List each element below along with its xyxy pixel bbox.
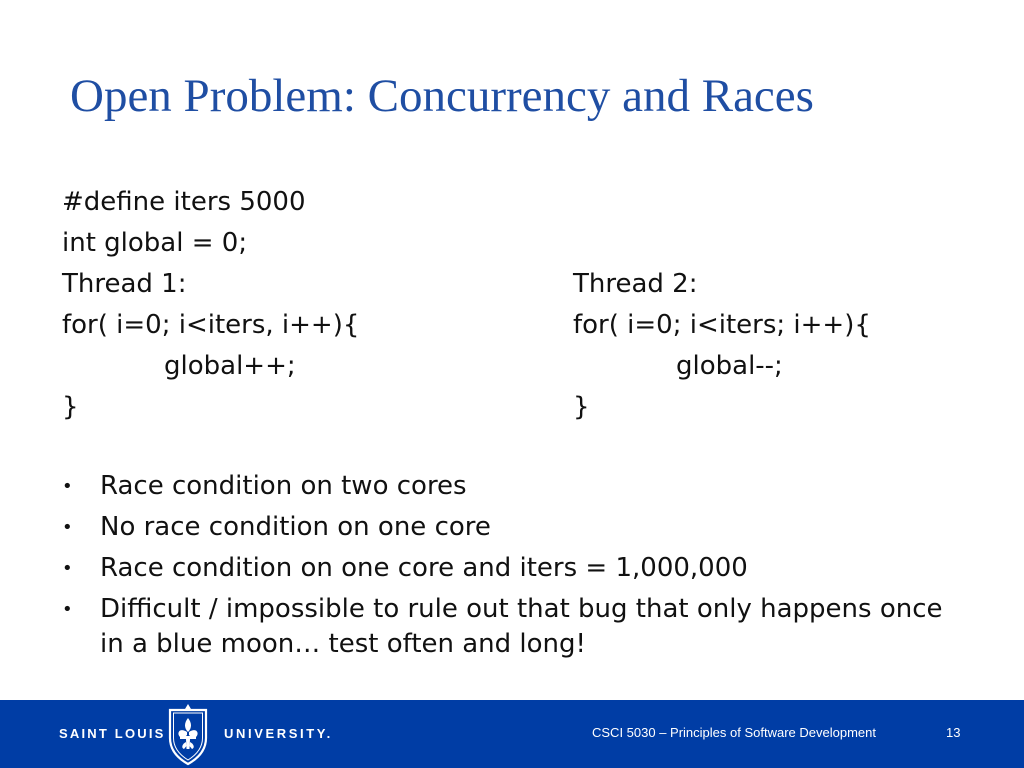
- list-item: [62, 469, 962, 504]
- code-block: [62, 182, 962, 428]
- bullet-icon: •: [62, 517, 73, 538]
- bullet-icon: •: [62, 476, 73, 497]
- bullet-icon: •: [62, 558, 73, 579]
- brand-university: UNIVERSITY.: [224, 726, 333, 741]
- thread2-close: }: [573, 392, 590, 422]
- bullet-text: No race condition on one core: [100, 512, 491, 542]
- list-item: [62, 551, 962, 586]
- bullet-icon: •: [62, 599, 73, 620]
- list-item: [62, 592, 962, 662]
- code-row: [62, 305, 962, 346]
- slide-title: Open Problem: Concurrency and Races: [70, 70, 814, 122]
- code-row: [62, 387, 962, 428]
- slide-number: 13: [946, 725, 961, 740]
- thread1-loop: for( i=0; i<iters, i++){: [62, 310, 360, 340]
- bullet-text: Race condition on two cores: [100, 471, 467, 501]
- code-row: [62, 264, 962, 305]
- bullet-text: Race condition on one core and iters = 1,000,000: [100, 553, 748, 583]
- thread1-close: }: [62, 392, 79, 422]
- global-line: int global = 0;: [62, 228, 248, 258]
- brand-saint-louis: SAINT LOUIS: [59, 726, 166, 741]
- thread2-body: global--;: [676, 351, 783, 381]
- bullet-list: [62, 469, 962, 668]
- bullet-text: Difficult / impossible to rule out that bug that only happens once in a blue moon… test often and long!: [100, 594, 943, 659]
- code-row: [62, 223, 962, 264]
- fleur-de-lis-shield-icon: [163, 702, 213, 766]
- define-line: #define iters 5000: [62, 187, 306, 217]
- thread2-loop: for( i=0; i<iters; i++){: [573, 310, 871, 340]
- code-row: [62, 346, 962, 387]
- thread1-label: Thread 1:: [62, 269, 187, 299]
- course-name: CSCI 5030 – Principles of Software Development: [592, 725, 876, 740]
- thread2-label: Thread 2:: [573, 269, 698, 299]
- thread1-body: global++;: [164, 351, 296, 381]
- footer-bar: [0, 700, 1024, 768]
- list-item: [62, 510, 962, 545]
- code-row: [62, 182, 962, 223]
